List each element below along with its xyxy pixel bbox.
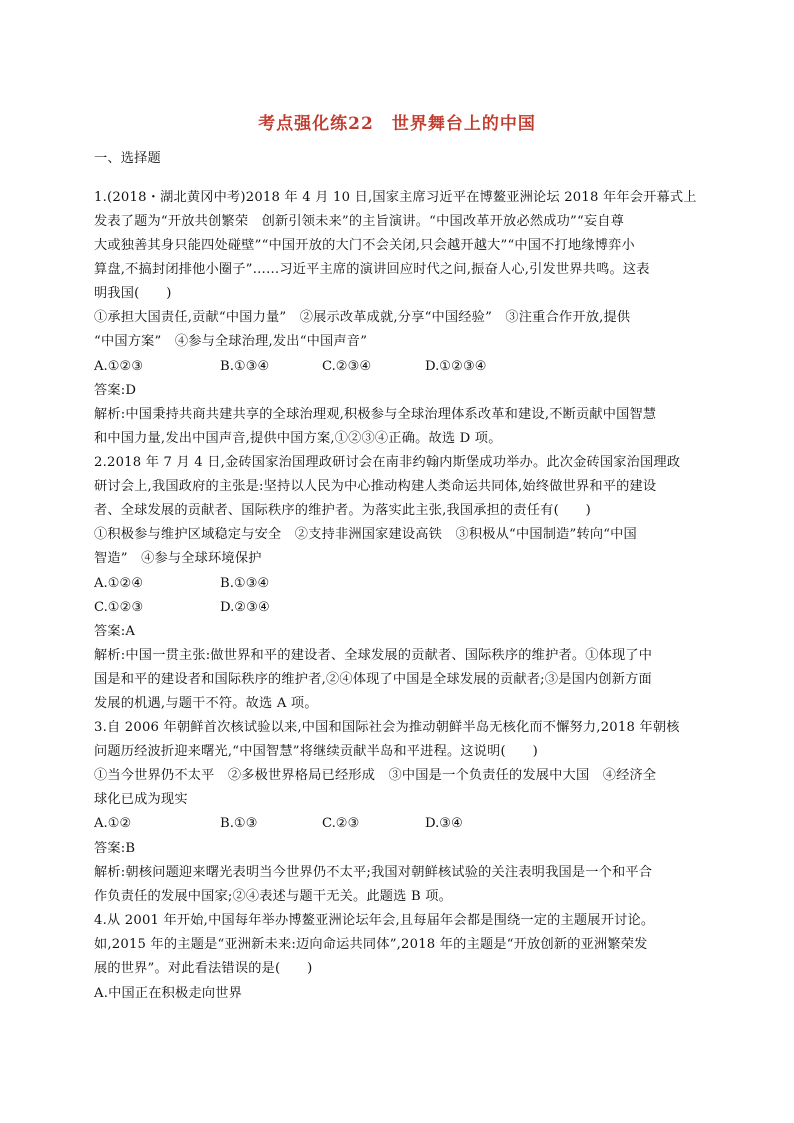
- q1-analysis-line-2: 和中国力量,发出中国声音,提供中国方案,①②③④正确。故选 D 项。: [94, 431, 502, 446]
- q1-option-a: A.①②③: [94, 359, 144, 374]
- page-title: 考点强化练22 世界舞台上的中国: [258, 114, 536, 134]
- q3-answer: 答案:B: [94, 841, 136, 856]
- q3-items-line-2: 球化已成为现实: [94, 792, 188, 807]
- section-heading: 一、选择题: [94, 151, 161, 166]
- q3-analysis-line-2: 作负责任的发展中国家;②④表述与题干无关。此题选 B 项。: [94, 889, 453, 904]
- q3-option-c: C.②③: [322, 816, 360, 831]
- q3-option-d: D.③④: [425, 816, 463, 831]
- q1-answer: 答案:D: [94, 383, 137, 398]
- q2-items-line-2: 智造” ④参与全球环境保护: [94, 551, 262, 566]
- q1-items-line-1: ①承担大国责任,贡献“中国力量” ②展示改革成就,分享“中国经验” ③注重合作开放,提供: [94, 310, 631, 325]
- q1-stem-line-2: 发表了题为“开放共创繁荣 创新引领未来”的主旨演讲。“中国改革开放必然成功”“妄自尊: [94, 214, 625, 229]
- q3-items-line-1: ①当今世界仍不太平 ②多极世界格局已经形成 ③中国是一个负责任的发展中大国 ④经济全: [94, 768, 657, 783]
- q1-analysis-line-1: 解析:中国秉持共商共建共享的全球治理观,积极参与全球治理体系改革和建设,不断贡献中国智慧: [94, 407, 657, 422]
- q1-option-c: C.②③④: [322, 359, 372, 374]
- q2-analysis-line-3: 发展的机遇,与题干不符。故选 A 项。: [94, 696, 318, 711]
- q1-option-d: D.①②③④: [425, 359, 487, 374]
- q1-stem-line-5: 明我国( ): [94, 286, 172, 301]
- q4-stem-line-3: 展的世界”。对此看法错误的是( ): [94, 961, 313, 976]
- q1-stem-line-4: 算盘,不搞封闭排他小圈子”……习近平主席的演讲回应时代之问,振奋人心,引发世界共鸣。这表: [94, 262, 650, 277]
- q2-option-a: A.①②④: [94, 576, 144, 591]
- q2-option-c: C.①②③: [94, 600, 144, 615]
- q1-stem-line-1: 1.(2018・湖北黄冈中考)2018 年 4 月 10 日,国家主席习近平在博鳌亚洲论坛 2018 年年会开幕式上: [94, 190, 697, 205]
- q2-analysis-line-2: 国是和平的建设者和国际秩序的维护者,②④体现了中国是全球发展的贡献者;③是国内创新方面: [94, 672, 652, 687]
- q2-items-line-1: ①积极参与维护区域稳定与安全 ②支持非洲国家建设高铁 ③积极从“中国制造”转向“中国: [94, 527, 637, 542]
- q4-stem-line-2: 如,2015 年的主题是“亚洲新未来:迈向命运共同体”,2018 年的主题是“开放创新的亚洲繁荣发: [94, 937, 648, 952]
- q3-stem-line-1: 3.自 2006 年朝鲜首次核试验以来,中国和国际社会为推动朝鲜半岛无核化而不懈努力,2018 年朝核: [94, 720, 680, 735]
- q3-analysis-line-1: 解析:朝核问题迎来曙光表明当今世界仍不太平;我国对朝鲜核试验的关注表明我国是一个和平合: [94, 865, 653, 880]
- q2-answer: 答案:A: [94, 624, 136, 639]
- q2-stem-line-3: 者、全球发展的贡献者、国际秩序的维护者。为落实此主张,我国承担的责任有( ): [94, 503, 592, 518]
- q2-stem-line-1: 2.2018 年 7 月 4 日,金砖国家治国理政研讨会在南非约翰内斯堡成功举办。此次金砖国家治国理政: [94, 455, 681, 470]
- q1-option-b: B.①③④: [220, 359, 270, 374]
- q4-stem-line-1: 4.从 2001 年开始,中国每年举办博鳌亚洲论坛年会,且每届年会都是围绕一定的主题展开讨论。: [94, 913, 655, 928]
- q1-items-line-2: “中国方案” ④参与全球治理,发出“中国声音”: [94, 334, 368, 349]
- q3-option-a: A.①②: [94, 816, 132, 831]
- q2-option-d: D.②③④: [220, 600, 270, 615]
- q3-option-b: B.①③: [220, 816, 258, 831]
- q3-stem-line-2: 问题历经波折迎来曙光,“中国智慧”将继续贡献半岛和平进程。这说明( ): [94, 744, 538, 759]
- q4-option-a: A.中国正在积极走向世界: [94, 986, 242, 1001]
- q1-stem-line-3: 大或独善其身只能四处碰壁”“中国开放的大门不会关闭,只会越开越大”“中国不打地缘博弈小: [94, 238, 635, 253]
- q2-stem-line-2: 研讨会上,我国政府的主张是:坚持以人民为中心推动构建人类命运共同体,始终做世界和平的建设: [94, 479, 657, 494]
- q2-analysis-line-1: 解析:中国一贯主张:做世界和平的建设者、全球发展的贡献者、国际秩序的维护者。①体现了中: [94, 648, 653, 663]
- q2-option-b: B.①③④: [220, 576, 270, 591]
